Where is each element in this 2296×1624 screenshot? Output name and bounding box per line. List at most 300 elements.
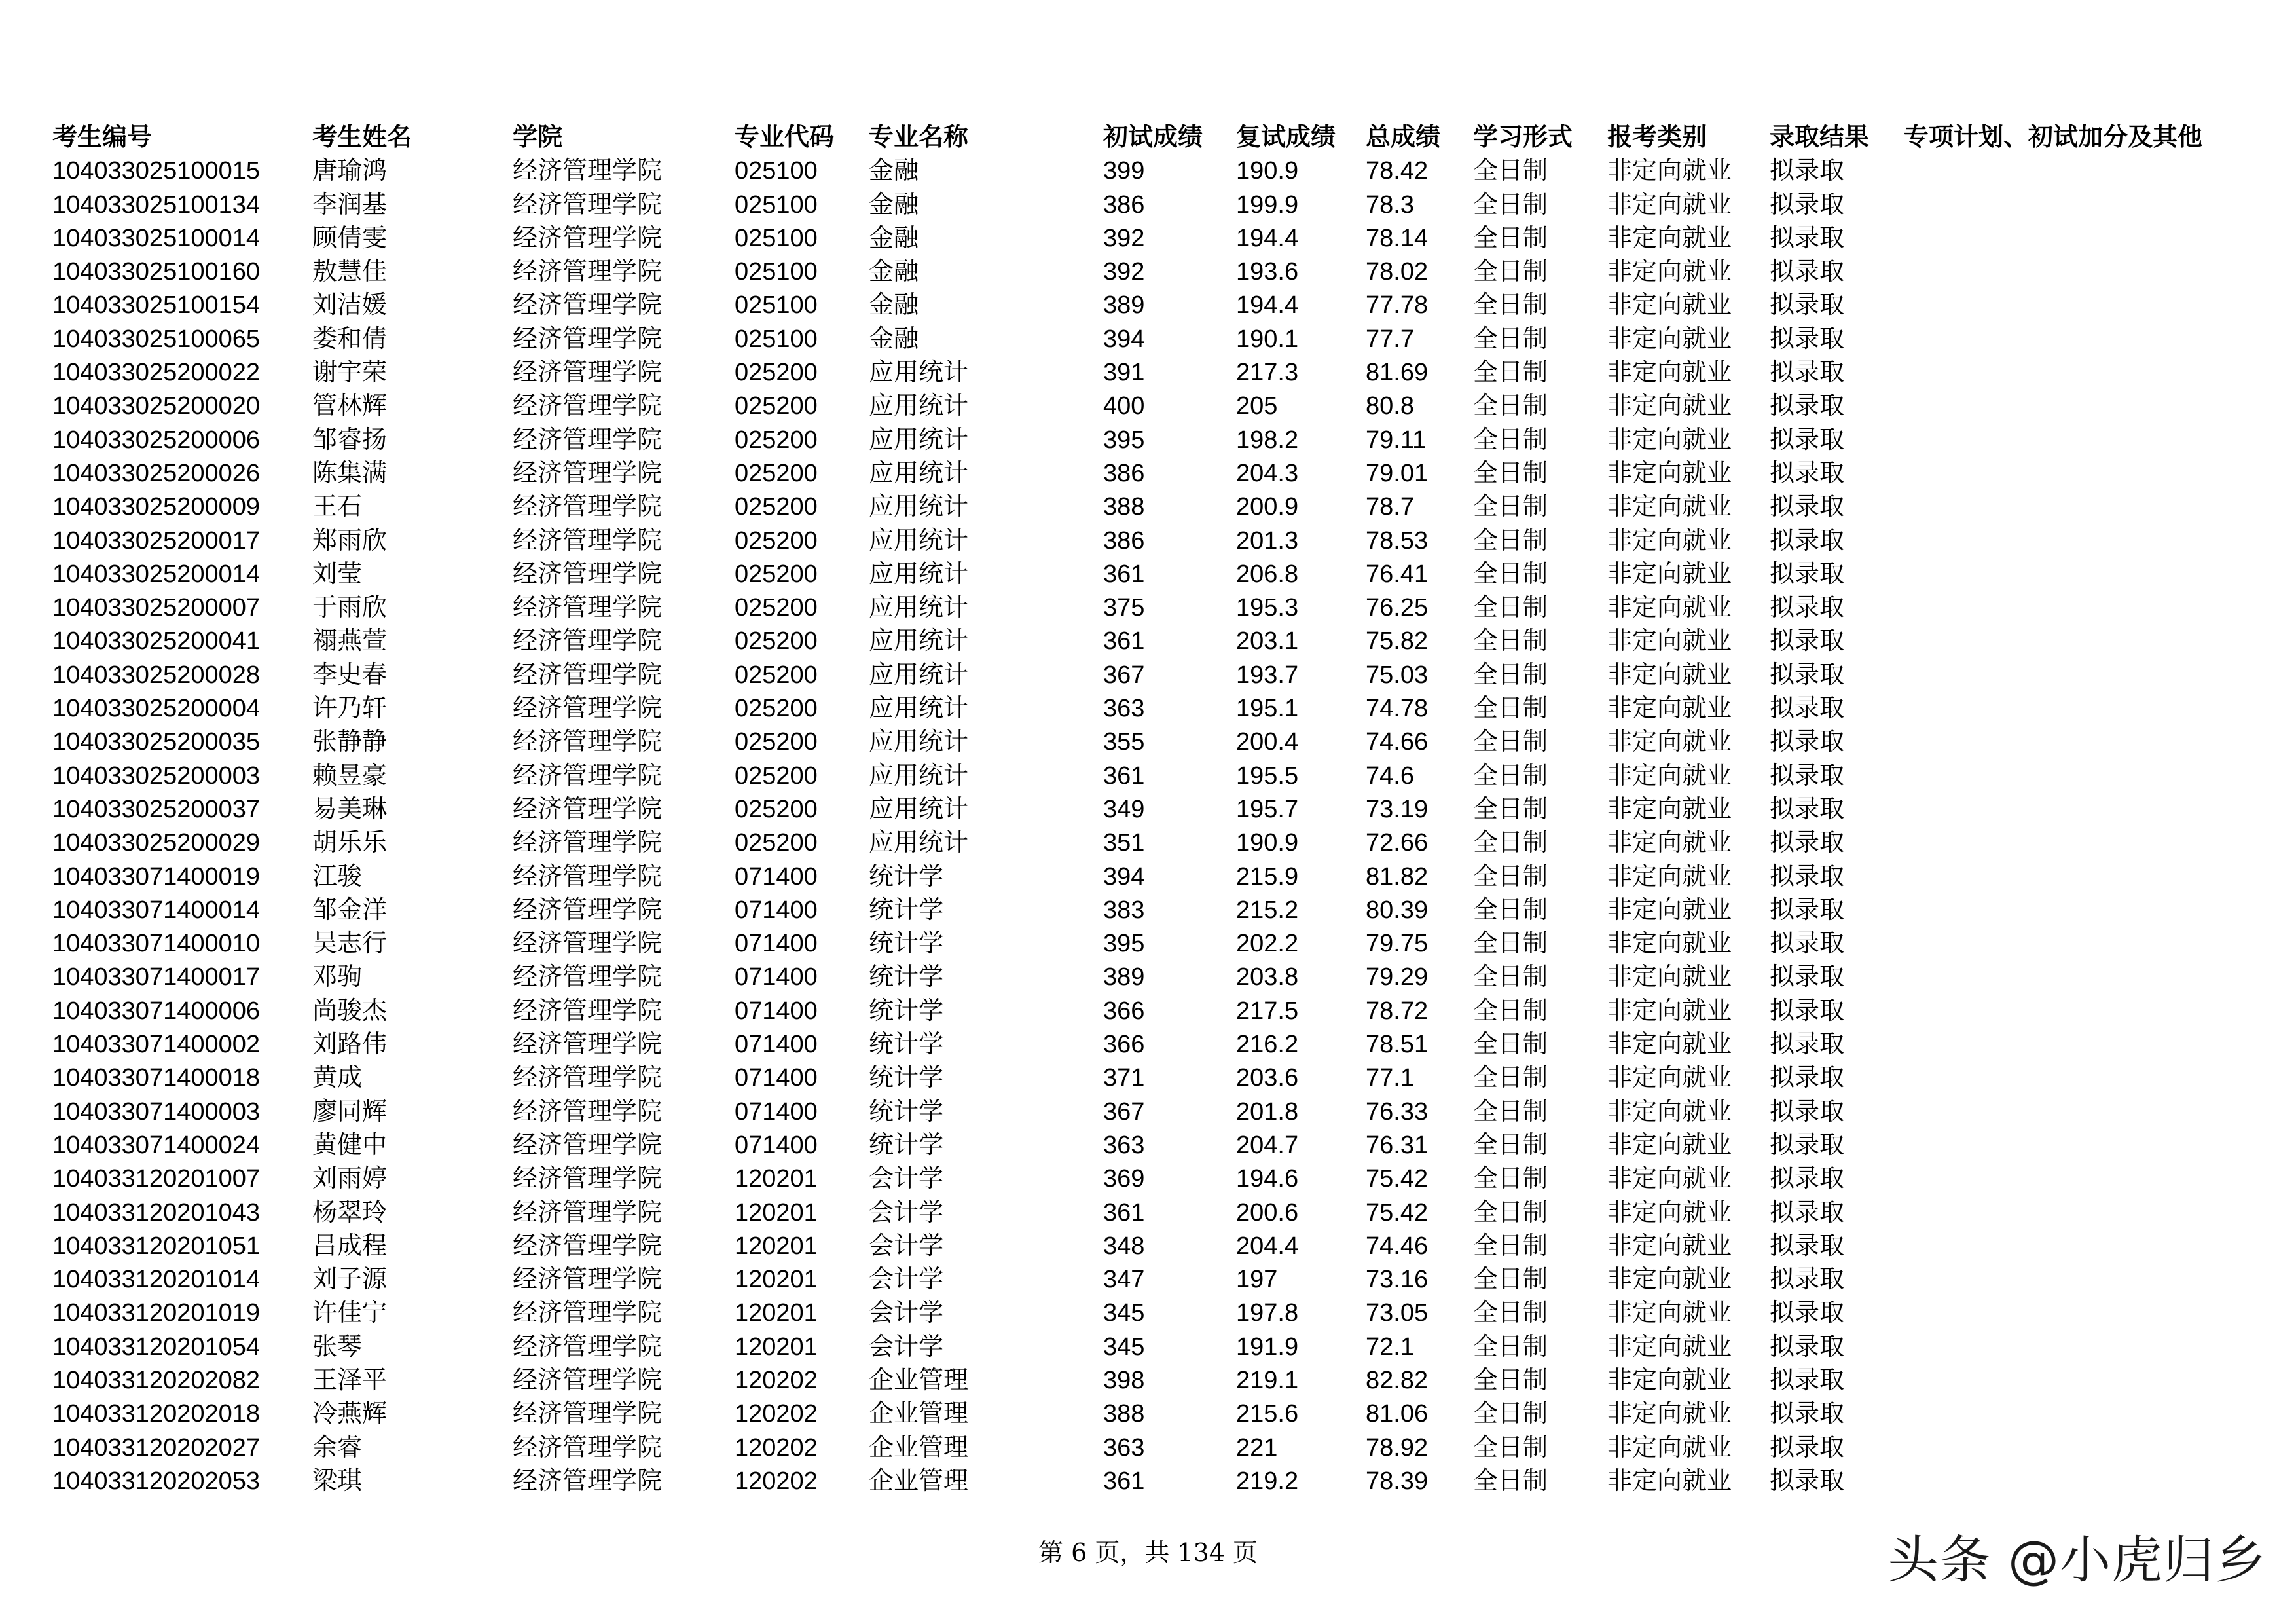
cell-major-code: 025200	[735, 627, 818, 655]
cell-student-id: 104033071400019	[52, 862, 261, 891]
cell-college: 经济管理学院	[513, 930, 663, 958]
cell-total-score: 73.16	[1366, 1266, 1429, 1294]
cell-study-mode: 全日制	[1473, 1232, 1548, 1260]
cell-major-name: 会计学	[869, 1198, 944, 1227]
cell-admission-result: 拟录取	[1770, 459, 1845, 487]
cell-student-name: 易美琳	[312, 795, 388, 823]
table-row	[52, 356, 2244, 390]
cell-study-mode: 全日制	[1473, 762, 1548, 790]
cell-admission-result: 拟录取	[1770, 526, 1845, 555]
cell-retest-score: 197.8	[1236, 1299, 1299, 1327]
cell-exam-category: 非定向就业	[1607, 1098, 1732, 1126]
cell-total-score: 76.25	[1366, 594, 1429, 622]
cell-study-mode: 全日制	[1473, 1198, 1548, 1227]
cell-major-code: 120201	[735, 1198, 818, 1227]
cell-major-code: 071400	[735, 997, 818, 1025]
cell-college: 经济管理学院	[513, 526, 663, 555]
cell-retest-score: 200.4	[1236, 728, 1299, 756]
cell-admission-result: 拟录取	[1770, 191, 1845, 219]
cell-retest-score: 206.8	[1236, 560, 1299, 588]
cell-major-name: 应用统计	[869, 695, 969, 723]
cell-retest-score: 200.9	[1236, 493, 1299, 521]
cell-student-id: 104033025200014	[52, 560, 261, 588]
cell-exam-category: 非定向就业	[1607, 1400, 1732, 1428]
table-row	[52, 726, 2244, 759]
cell-admission-result: 拟录取	[1770, 1198, 1845, 1227]
cell-college: 经济管理学院	[513, 896, 663, 924]
table-row	[52, 1263, 2244, 1297]
cell-retest-score: 204.3	[1236, 459, 1299, 487]
cell-total-score: 75.42	[1366, 1165, 1429, 1193]
cell-student-id: 104033025100014	[52, 224, 261, 252]
cell-admission-result: 拟录取	[1770, 1467, 1845, 1495]
cell-study-mode: 全日制	[1473, 426, 1548, 454]
column-header-exam-category: 报考类别	[1607, 124, 1707, 151]
cell-study-mode: 全日制	[1473, 695, 1548, 723]
cell-major-name: 金融	[869, 224, 919, 252]
cell-special-plan	[1904, 659, 2244, 692]
cell-college: 经济管理学院	[513, 1232, 663, 1260]
cell-special-plan	[1904, 424, 2244, 457]
cell-student-id: 104033120202018	[52, 1400, 261, 1428]
cell-student-name: 郑雨欣	[312, 526, 388, 555]
cell-student-name: 邹金洋	[312, 896, 388, 924]
cell-prelim-score: 386	[1103, 526, 1145, 555]
cell-retest-score: 201.8	[1236, 1098, 1299, 1126]
cell-prelim-score: 361	[1103, 560, 1145, 588]
cell-college: 经济管理学院	[513, 1165, 663, 1193]
cell-exam-category: 非定向就业	[1607, 594, 1732, 622]
table-row	[52, 1061, 2244, 1095]
cell-major-code: 120202	[735, 1467, 818, 1495]
cell-major-code: 025200	[735, 728, 818, 756]
cell-retest-score: 200.6	[1236, 1198, 1299, 1227]
cell-special-plan	[1904, 995, 2244, 1028]
cell-prelim-score: 345	[1103, 1333, 1145, 1361]
cell-student-name: 冷燕辉	[312, 1400, 388, 1428]
cell-special-plan	[1904, 490, 2244, 524]
cell-exam-category: 非定向就业	[1607, 795, 1732, 823]
cell-major-code: 071400	[735, 1131, 818, 1159]
cell-prelim-score: 398	[1103, 1366, 1145, 1394]
cell-retest-score: 205	[1236, 392, 1278, 420]
cell-student-name: 禤燕萱	[312, 627, 388, 655]
cell-student-id: 104033120201043	[52, 1198, 261, 1227]
cell-prelim-score: 345	[1103, 1299, 1145, 1327]
cell-study-mode: 全日制	[1473, 1098, 1548, 1126]
cell-major-name: 企业管理	[869, 1467, 969, 1495]
cell-retest-score: 191.9	[1236, 1333, 1299, 1361]
cell-retest-score: 217.3	[1236, 359, 1299, 387]
cell-prelim-score: 389	[1103, 291, 1145, 320]
cell-special-plan	[1904, 591, 2244, 625]
cell-prelim-score: 399	[1103, 157, 1145, 185]
cell-major-code: 025200	[735, 426, 818, 454]
cell-prelim-score: 389	[1103, 963, 1145, 991]
table-row	[52, 1096, 2244, 1129]
cell-student-id: 104033025100160	[52, 258, 261, 286]
cell-special-plan	[1904, 323, 2244, 356]
cell-student-name: 邓驹	[312, 963, 363, 991]
cell-major-name: 会计学	[869, 1333, 944, 1361]
cell-student-id: 104033071400006	[52, 997, 261, 1025]
cell-major-code: 120202	[735, 1433, 818, 1462]
column-header-major-code: 专业代码	[735, 124, 835, 151]
column-header-special-plan: 专项计划、初试加分及其他	[1904, 124, 2203, 151]
cell-retest-score: 195.3	[1236, 594, 1299, 622]
cell-student-name: 杨翠玲	[312, 1198, 388, 1227]
cell-major-code: 120201	[735, 1333, 818, 1361]
cell-major-code: 025200	[735, 392, 818, 420]
cell-student-id: 104033025200003	[52, 762, 261, 790]
cell-student-id: 104033120201054	[52, 1333, 261, 1361]
cell-college: 经济管理学院	[513, 594, 663, 622]
cell-admission-result: 拟录取	[1770, 493, 1845, 521]
cell-major-name: 应用统计	[869, 795, 969, 823]
cell-exam-category: 非定向就业	[1607, 862, 1732, 891]
cell-student-name: 黄健中	[312, 1131, 388, 1159]
cell-student-id: 104033025200035	[52, 728, 261, 756]
cell-exam-category: 非定向就业	[1607, 661, 1732, 689]
table-row	[52, 927, 2244, 961]
cell-study-mode: 全日制	[1473, 526, 1548, 555]
table-row	[52, 255, 2244, 289]
cell-retest-score: 215.9	[1236, 862, 1299, 891]
cell-special-plan	[1904, 927, 2244, 961]
cell-exam-category: 非定向就业	[1607, 291, 1732, 320]
cell-prelim-score: 355	[1103, 728, 1145, 756]
cell-total-score: 76.31	[1366, 1131, 1429, 1159]
cell-study-mode: 全日制	[1473, 728, 1548, 756]
cell-college: 经济管理学院	[513, 963, 663, 991]
cell-major-name: 应用统计	[869, 560, 969, 588]
cell-college: 经济管理学院	[513, 426, 663, 454]
cell-special-plan	[1904, 726, 2244, 759]
cell-admission-result: 拟录取	[1770, 795, 1845, 823]
cell-retest-score: 194.4	[1236, 291, 1299, 320]
cell-retest-score: 190.9	[1236, 157, 1299, 185]
cell-student-id: 104033120202053	[52, 1467, 261, 1495]
cell-admission-result: 拟录取	[1770, 1165, 1845, 1193]
cell-total-score: 78.92	[1366, 1433, 1429, 1462]
table-row	[52, 826, 2244, 860]
column-header-student-id: 考生编号	[52, 124, 153, 151]
cell-exam-category: 非定向就业	[1607, 191, 1732, 219]
cell-student-id: 104033071400003	[52, 1098, 261, 1126]
cell-college: 经济管理学院	[513, 258, 663, 286]
cell-exam-category: 非定向就业	[1607, 1266, 1732, 1294]
table-row	[52, 1129, 2244, 1162]
cell-retest-score: 203.8	[1236, 963, 1299, 991]
cell-retest-score: 203.1	[1236, 627, 1299, 655]
cell-total-score: 77.7	[1366, 325, 1414, 353]
cell-total-score: 74.6	[1366, 762, 1414, 790]
cell-major-code: 025200	[735, 560, 818, 588]
cell-exam-category: 非定向就业	[1607, 359, 1732, 387]
cell-special-plan	[1904, 289, 2244, 322]
table-row	[52, 222, 2244, 255]
cell-retest-score: 201.3	[1236, 526, 1299, 555]
cell-special-plan	[1904, 558, 2244, 591]
cell-student-name: 江骏	[312, 862, 363, 891]
cell-major-code: 071400	[735, 1031, 818, 1059]
cell-major-code: 025200	[735, 594, 818, 622]
cell-major-name: 金融	[869, 191, 919, 219]
cell-prelim-score: 348	[1103, 1232, 1145, 1260]
cell-major-name: 会计学	[869, 1232, 944, 1260]
cell-exam-category: 非定向就业	[1607, 1131, 1732, 1159]
cell-prelim-score: 386	[1103, 459, 1145, 487]
cell-prelim-score: 367	[1103, 1098, 1145, 1126]
cell-college: 经济管理学院	[513, 1266, 663, 1294]
cell-admission-result: 拟录取	[1770, 862, 1845, 891]
cell-major-code: 025100	[735, 157, 818, 185]
cell-major-name: 企业管理	[869, 1400, 969, 1428]
cell-student-id: 104033071400014	[52, 896, 261, 924]
cell-retest-score: 197	[1236, 1266, 1278, 1294]
column-header-admission-result: 录取结果	[1770, 124, 1870, 151]
cell-prelim-score: 361	[1103, 1467, 1145, 1495]
cell-major-name: 统计学	[869, 1031, 944, 1059]
cell-major-name: 金融	[869, 258, 919, 286]
table-row	[52, 860, 2244, 894]
cell-admission-result: 拟录取	[1770, 258, 1845, 286]
table-row	[52, 760, 2244, 793]
page-number: 第 6 页，共 134 页	[1038, 1538, 1258, 1567]
cell-study-mode: 全日制	[1473, 1064, 1548, 1092]
cell-student-id: 104033025200037	[52, 795, 261, 823]
cell-special-plan	[1904, 1196, 2244, 1230]
cell-study-mode: 全日制	[1473, 1131, 1548, 1159]
cell-student-name: 许佳宁	[312, 1299, 388, 1327]
cell-student-name: 吴志行	[312, 930, 388, 958]
cell-prelim-score: 375	[1103, 594, 1145, 622]
cell-college: 经济管理学院	[513, 795, 663, 823]
cell-retest-score: 215.6	[1236, 1400, 1299, 1428]
table-row	[52, 424, 2244, 457]
table-row	[52, 1331, 2244, 1364]
cell-prelim-score: 369	[1103, 1165, 1145, 1193]
cell-study-mode: 全日制	[1473, 1165, 1548, 1193]
cell-total-score: 81.69	[1366, 359, 1429, 387]
table-header-row	[52, 121, 2244, 155]
cell-student-name: 于雨欣	[312, 594, 388, 622]
cell-study-mode: 全日制	[1473, 1333, 1548, 1361]
cell-prelim-score: 395	[1103, 930, 1145, 958]
cell-total-score: 79.01	[1366, 459, 1429, 487]
admission-table	[52, 121, 2244, 1498]
cell-student-id: 104033025200007	[52, 594, 261, 622]
cell-study-mode: 全日制	[1473, 1467, 1548, 1495]
cell-exam-category: 非定向就业	[1607, 258, 1732, 286]
cell-study-mode: 全日制	[1473, 1266, 1548, 1294]
cell-exam-category: 非定向就业	[1607, 1198, 1732, 1227]
cell-major-name: 统计学	[869, 862, 944, 891]
cell-student-id: 104033120201014	[52, 1266, 261, 1294]
cell-college: 经济管理学院	[513, 224, 663, 252]
cell-total-score: 79.29	[1366, 963, 1429, 991]
cell-student-id: 104033025200017	[52, 526, 261, 555]
cell-student-name: 张静静	[312, 728, 388, 756]
cell-college: 经济管理学院	[513, 829, 663, 857]
cell-admission-result: 拟录取	[1770, 1131, 1845, 1159]
table-row	[52, 1028, 2244, 1061]
cell-special-plan	[1904, 625, 2244, 658]
cell-total-score: 78.72	[1366, 997, 1429, 1025]
table-row	[52, 1431, 2244, 1465]
cell-student-id: 104033025200020	[52, 392, 261, 420]
cell-prelim-score: 394	[1103, 325, 1145, 353]
table-row	[52, 558, 2244, 591]
cell-retest-score: 190.1	[1236, 325, 1299, 353]
cell-major-code: 120202	[735, 1366, 818, 1394]
column-header-prelim-score: 初试成绩	[1103, 124, 1203, 151]
cell-admission-result: 拟录取	[1770, 594, 1845, 622]
cell-college: 经济管理学院	[513, 1400, 663, 1428]
cell-total-score: 76.33	[1366, 1098, 1429, 1126]
table-row	[52, 457, 2244, 490]
cell-retest-score: 199.9	[1236, 191, 1299, 219]
cell-study-mode: 全日制	[1473, 191, 1548, 219]
cell-retest-score: 216.2	[1236, 1031, 1299, 1059]
cell-college: 经济管理学院	[513, 728, 663, 756]
cell-study-mode: 全日制	[1473, 1366, 1548, 1394]
cell-prelim-score: 366	[1103, 997, 1145, 1025]
cell-retest-score: 219.2	[1236, 1467, 1299, 1495]
cell-prelim-score: 363	[1103, 1433, 1145, 1462]
cell-study-mode: 全日制	[1473, 896, 1548, 924]
cell-study-mode: 全日制	[1473, 829, 1548, 857]
cell-retest-score: 195.5	[1236, 762, 1299, 790]
table-row	[52, 390, 2244, 423]
cell-exam-category: 非定向就业	[1607, 459, 1732, 487]
cell-college: 经济管理学院	[513, 560, 663, 588]
cell-total-score: 78.39	[1366, 1467, 1429, 1495]
cell-special-plan	[1904, 1465, 2244, 1498]
cell-major-name: 会计学	[869, 1266, 944, 1294]
cell-special-plan	[1904, 760, 2244, 793]
cell-major-name: 应用统计	[869, 829, 969, 857]
cell-special-plan	[1904, 255, 2244, 289]
cell-special-plan	[1904, 356, 2244, 390]
table-row	[52, 793, 2244, 826]
cell-admission-result: 拟录取	[1770, 560, 1845, 588]
cell-student-id: 104033071400010	[52, 930, 261, 958]
cell-major-name: 应用统计	[869, 526, 969, 555]
cell-college: 经济管理学院	[513, 493, 663, 521]
table-row	[52, 189, 2244, 222]
cell-retest-score: 202.2	[1236, 930, 1299, 958]
cell-special-plan	[1904, 793, 2244, 826]
cell-student-name: 赖昱豪	[312, 762, 388, 790]
cell-admission-result: 拟录取	[1770, 325, 1845, 353]
cell-prelim-score: 391	[1103, 359, 1145, 387]
cell-special-plan	[1904, 860, 2244, 894]
table-body	[52, 155, 2244, 1498]
cell-major-name: 应用统计	[869, 594, 969, 622]
cell-exam-category: 非定向就业	[1607, 1366, 1732, 1394]
cell-exam-category: 非定向就业	[1607, 695, 1732, 723]
cell-exam-category: 非定向就业	[1607, 526, 1732, 555]
cell-study-mode: 全日制	[1473, 392, 1548, 420]
cell-total-score: 73.19	[1366, 795, 1429, 823]
cell-student-id: 104033025200041	[52, 627, 261, 655]
cell-admission-result: 拟录取	[1770, 1333, 1845, 1361]
cell-major-code: 025100	[735, 258, 818, 286]
cell-special-plan	[1904, 961, 2244, 994]
cell-special-plan	[1904, 692, 2244, 726]
cell-exam-category: 非定向就业	[1607, 728, 1732, 756]
cell-student-id: 104033120201007	[52, 1165, 261, 1193]
cell-major-code: 025200	[735, 661, 818, 689]
cell-admission-result: 拟录取	[1770, 930, 1845, 958]
cell-student-id: 104033025200026	[52, 459, 261, 487]
cell-prelim-score: 361	[1103, 762, 1145, 790]
table-row	[52, 1465, 2244, 1498]
cell-admission-result: 拟录取	[1770, 291, 1845, 320]
cell-total-score: 82.82	[1366, 1366, 1429, 1394]
cell-college: 经济管理学院	[513, 1098, 663, 1126]
cell-student-id: 104033120201051	[52, 1232, 261, 1260]
cell-student-name: 许乃轩	[312, 695, 388, 723]
cell-student-id: 104033025200004	[52, 695, 261, 723]
cell-retest-score: 194.4	[1236, 224, 1299, 252]
cell-study-mode: 全日制	[1473, 862, 1548, 891]
cell-student-name: 刘洁媛	[312, 291, 388, 320]
cell-major-code: 025100	[735, 191, 818, 219]
cell-major-name: 应用统计	[869, 426, 969, 454]
cell-college: 经济管理学院	[513, 1131, 663, 1159]
table-row	[52, 1230, 2244, 1263]
cell-major-name: 统计学	[869, 1064, 944, 1092]
table-row	[52, 894, 2244, 927]
cell-study-mode: 全日制	[1473, 1299, 1548, 1327]
cell-exam-category: 非定向就业	[1607, 224, 1732, 252]
cell-prelim-score: 366	[1103, 1031, 1145, 1059]
cell-admission-result: 拟录取	[1770, 1366, 1845, 1394]
cell-study-mode: 全日制	[1473, 594, 1548, 622]
cell-student-name: 刘雨婷	[312, 1165, 388, 1193]
cell-major-name: 金融	[869, 157, 919, 185]
cell-student-name: 刘路伟	[312, 1031, 388, 1059]
cell-study-mode: 全日制	[1473, 291, 1548, 320]
cell-total-score: 78.7	[1366, 493, 1414, 521]
cell-exam-category: 非定向就业	[1607, 1433, 1732, 1462]
cell-admission-result: 拟录取	[1770, 829, 1845, 857]
cell-special-plan	[1904, 1096, 2244, 1129]
cell-special-plan	[1904, 1431, 2244, 1465]
cell-college: 经济管理学院	[513, 325, 663, 353]
cell-study-mode: 全日制	[1473, 224, 1548, 252]
cell-major-name: 统计学	[869, 930, 944, 958]
cell-retest-score: 221	[1236, 1433, 1278, 1462]
cell-admission-result: 拟录取	[1770, 392, 1845, 420]
cell-major-name: 统计学	[869, 896, 944, 924]
cell-college: 经济管理学院	[513, 627, 663, 655]
cell-total-score: 75.42	[1366, 1198, 1429, 1227]
cell-retest-score: 194.6	[1236, 1165, 1299, 1193]
cell-study-mode: 全日制	[1473, 627, 1548, 655]
cell-prelim-score: 388	[1103, 1400, 1145, 1428]
cell-student-name: 刘子源	[312, 1266, 388, 1294]
table-row	[52, 1364, 2244, 1397]
cell-student-name: 敖慧佳	[312, 258, 388, 286]
cell-study-mode: 全日制	[1473, 560, 1548, 588]
cell-study-mode: 全日制	[1473, 963, 1548, 991]
cell-admission-result: 拟录取	[1770, 661, 1845, 689]
cell-student-id: 104033071400002	[52, 1031, 261, 1059]
cell-study-mode: 全日制	[1473, 493, 1548, 521]
